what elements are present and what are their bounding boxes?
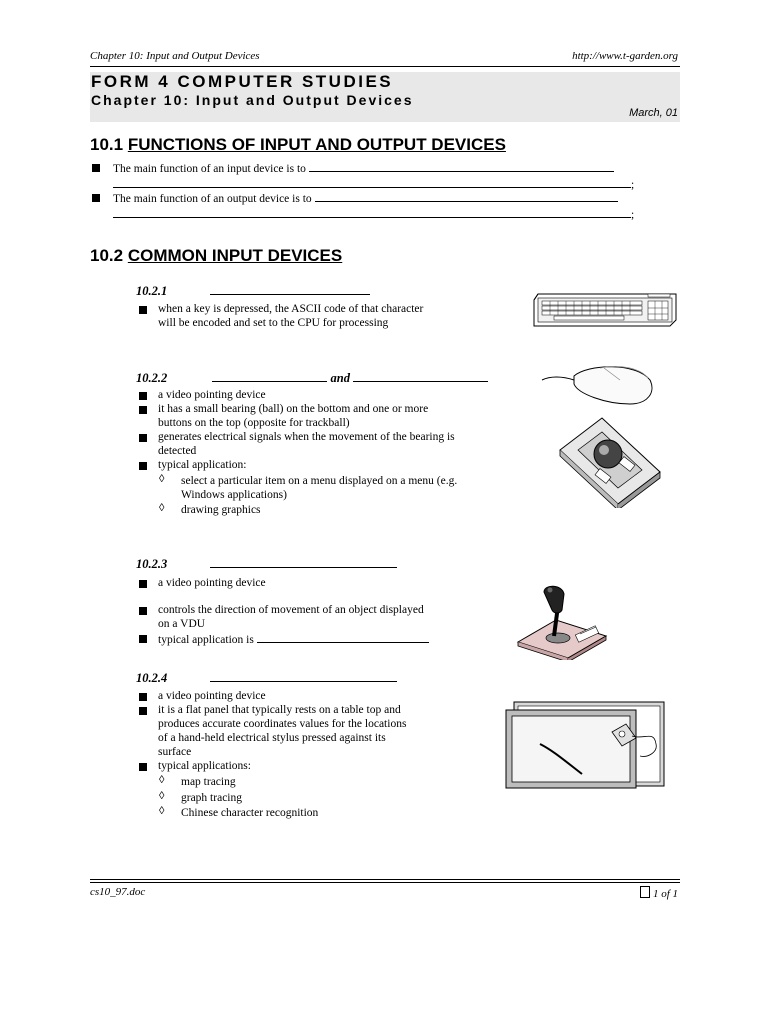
section-heading-10-1 (90, 135, 506, 155)
running-header-url: http://www.t-garden.org (572, 50, 678, 62)
subsection-10-2-3: 10.2.3 (136, 555, 397, 572)
subsection-10-2-2: 10.2.2 and (136, 369, 488, 386)
section-title: COMMON INPUT DEVICES (127, 246, 343, 265)
footer-rule-double (90, 882, 680, 883)
footer-filename: cs10_97.doc (90, 886, 146, 898)
mouse-application-1: select a particular item on a menu displayed on a menu (e.g. Windows applications) (181, 475, 458, 501)
mouse-illustration (540, 358, 656, 410)
joystick-point-1: a video pointing device (158, 577, 266, 589)
subsection-10-2-4: 10.2.4 (136, 669, 397, 686)
footer-page-number: 1 of 1 (640, 886, 678, 900)
bullet-square (139, 635, 147, 643)
input-function-continuation: ; (113, 176, 634, 192)
tablet-point-3: typical applications: (158, 760, 251, 772)
mouse-point-3: generates electrical signals when the movement of the bearing is detected (158, 431, 455, 457)
tablet-application-2: graph tracing (181, 792, 242, 804)
fill-blank (309, 160, 614, 172)
bullet-square (139, 392, 147, 400)
bullet-square (139, 607, 147, 615)
bullet-square (139, 693, 147, 701)
output-function-item: The main function of an output device is to (113, 190, 683, 206)
joystick-point-2: controls the direction of movement of an object displayed on a VDU (158, 604, 424, 630)
section-number: 10.1 (90, 135, 124, 154)
diamond-bullet-icon: ◊ (159, 774, 165, 786)
bullet-square (139, 707, 147, 715)
course-title: FORM 4 COMPUTER STUDIES (91, 72, 394, 91)
fill-blank (210, 282, 370, 295)
keyboard-illustration (530, 290, 680, 328)
mouse-point-1: a video pointing device (158, 389, 266, 401)
document-date: March, 01 (629, 107, 678, 119)
bullet-square (139, 462, 147, 470)
joystick-point-3: typical application is (158, 631, 429, 647)
mouse-point-2: it has a small bearing (ball) on the bottom and one or more buttons on the top (opposite for trackball) (158, 403, 429, 429)
fill-blank (210, 555, 397, 568)
bullet-square (139, 306, 147, 314)
footer-rule (90, 879, 680, 880)
fill-blank (113, 206, 631, 218)
mouse-application-2: drawing graphics (181, 504, 261, 516)
fill-blank (113, 176, 631, 188)
document-icon (640, 886, 650, 898)
fill-blank (212, 369, 327, 382)
digitizing-tablet-illustration (504, 700, 668, 790)
tablet-application-1: map tracing (181, 776, 236, 788)
joystick-illustration (514, 584, 610, 660)
bullet-square (139, 406, 147, 414)
tablet-point-2: it is a flat panel that typically rests on a table top and produces accurate coordinates values for the locations of a hand-held electrical stylus pressed against its surface (158, 704, 407, 758)
section-number: 10.2 (90, 246, 124, 265)
input-function-item: The main function of an input device is to (113, 160, 683, 176)
fill-blank (257, 631, 429, 643)
section-heading-10-2 (90, 246, 342, 266)
tablet-application-3: Chinese character recognition (181, 807, 319, 819)
running-header-chapter: Chapter 10: Input and Output Devices (90, 50, 260, 62)
mouse-point-4: typical application: (158, 459, 247, 471)
fill-blank (315, 190, 618, 202)
output-function-continuation: ; (113, 206, 634, 222)
bullet-square (92, 164, 100, 172)
fill-blank (210, 669, 397, 682)
trackball-illustration (556, 414, 664, 508)
subsection-10-2-1: 10.2.1 (136, 282, 370, 299)
bullet-square (139, 763, 147, 771)
diamond-bullet-icon: ◊ (159, 805, 165, 817)
diamond-bullet-icon: ◊ (159, 790, 165, 802)
keyboard-description: when a key is depressed, the ASCII code of that character will be encoded and set to the CPU for processing (158, 303, 424, 329)
diamond-bullet-icon: ◊ (159, 502, 165, 514)
bullet-square (139, 580, 147, 588)
diamond-bullet-icon: ◊ (159, 473, 165, 485)
section-title: FUNCTIONS OF INPUT AND OUTPUT DEVICES (127, 135, 506, 154)
chapter-title: Chapter 10: Input and Output Devices (91, 92, 414, 108)
tablet-point-1: a video pointing device (158, 690, 266, 702)
bullet-square (139, 434, 147, 442)
header-rule (90, 66, 680, 67)
fill-blank (353, 369, 488, 382)
bullet-square (92, 194, 100, 202)
